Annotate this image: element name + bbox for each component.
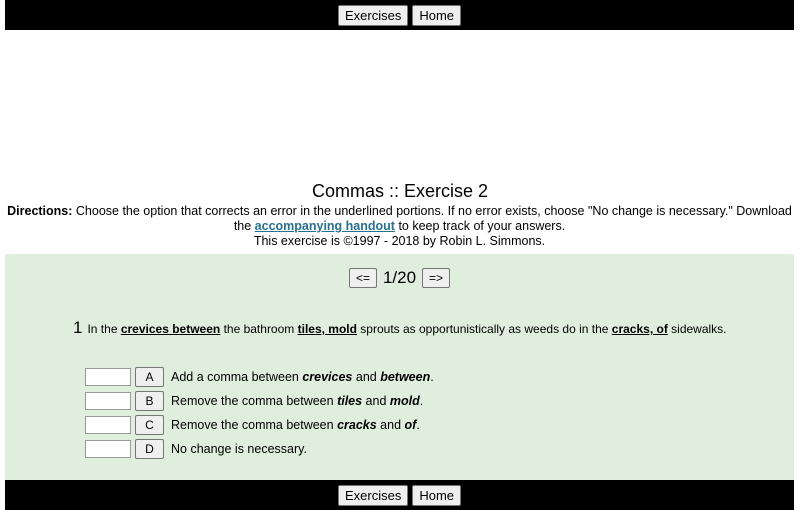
question-part-3: sprouts as opportunistically as weeds do in the <box>356 322 612 336</box>
copyright-text: This exercise is ©1997 - 2018 by Robin L. Simmons. <box>253 234 546 248</box>
option-text-post: . <box>416 418 420 432</box>
question-part-2: the bathroom <box>220 322 298 336</box>
directions-text-before: Choose the option that corrects an error in the underlined portions. If no error exists, choose "No change is necessary." Download the <box>72 204 792 233</box>
option-text-post: . <box>430 370 434 384</box>
home-button-bottom[interactable]: Home <box>412 485 461 506</box>
option-word-2: mold <box>389 394 420 408</box>
home-button[interactable]: Home <box>412 5 461 26</box>
directions-text <box>5 204 794 234</box>
directions <box>5 204 794 249</box>
question-text <box>87 322 726 336</box>
question-part-1: In the <box>87 322 121 336</box>
option-text-mid: and <box>362 394 390 408</box>
option-c-text <box>171 418 420 432</box>
option-b-button[interactable]: B <box>135 391 164 411</box>
option-b <box>85 391 423 411</box>
question <box>73 318 727 338</box>
underlined-portion-1: crevices between <box>120 322 221 336</box>
option-word-2: of <box>404 418 417 432</box>
option-text-mid: and <box>352 370 381 384</box>
page-title: Commas :: Exercise 2 <box>311 181 489 201</box>
prev-button[interactable]: <= <box>349 268 377 288</box>
question-part-4: sidewalks. <box>667 322 727 336</box>
exercises-button[interactable]: Exercises <box>338 5 408 26</box>
option-a-text <box>171 370 434 384</box>
exercise-panel <box>5 254 794 480</box>
option-c <box>85 415 420 435</box>
underlined-portion-3: cracks, of <box>611 322 668 336</box>
option-d <box>85 439 307 459</box>
answer-field-a[interactable] <box>85 368 131 386</box>
answer-field-d[interactable] <box>85 440 131 458</box>
directions-label: Directions: <box>7 204 73 218</box>
option-word-1: crevices <box>302 370 353 384</box>
question-count: 1/20 <box>382 268 417 287</box>
option-text-pre: Remove the comma between <box>171 418 338 432</box>
pager <box>5 268 794 288</box>
next-button[interactable]: => <box>422 268 450 288</box>
option-word-1: tiles <box>337 394 363 408</box>
bottom-nav-bar <box>5 480 794 510</box>
option-c-button[interactable]: C <box>135 415 164 435</box>
answer-field-c[interactable] <box>85 416 131 434</box>
option-text-mid: and <box>376 418 405 432</box>
option-text-post: . <box>419 394 424 408</box>
option-b-text <box>171 394 423 408</box>
option-a-button[interactable]: A <box>135 367 164 387</box>
answer-field-b[interactable] <box>85 392 131 410</box>
option-d-text: No change is necessary. <box>171 442 307 456</box>
option-word-2: between <box>380 370 431 384</box>
exercises-button-bottom[interactable]: Exercises <box>338 485 408 506</box>
directions-text-after: to keep track of your answers. <box>394 219 566 233</box>
question-number: 1 <box>73 318 83 337</box>
handout-link[interactable]: accompanying handout <box>254 219 395 233</box>
top-nav-bar <box>5 0 794 30</box>
option-a <box>85 367 434 387</box>
option-word-1: cracks <box>337 418 377 432</box>
option-text-pre: Add a comma between <box>171 370 303 384</box>
option-d-button[interactable]: D <box>135 439 164 459</box>
underlined-portion-2: tiles, mold <box>297 322 357 336</box>
option-text-pre: Remove the comma between <box>171 394 338 408</box>
